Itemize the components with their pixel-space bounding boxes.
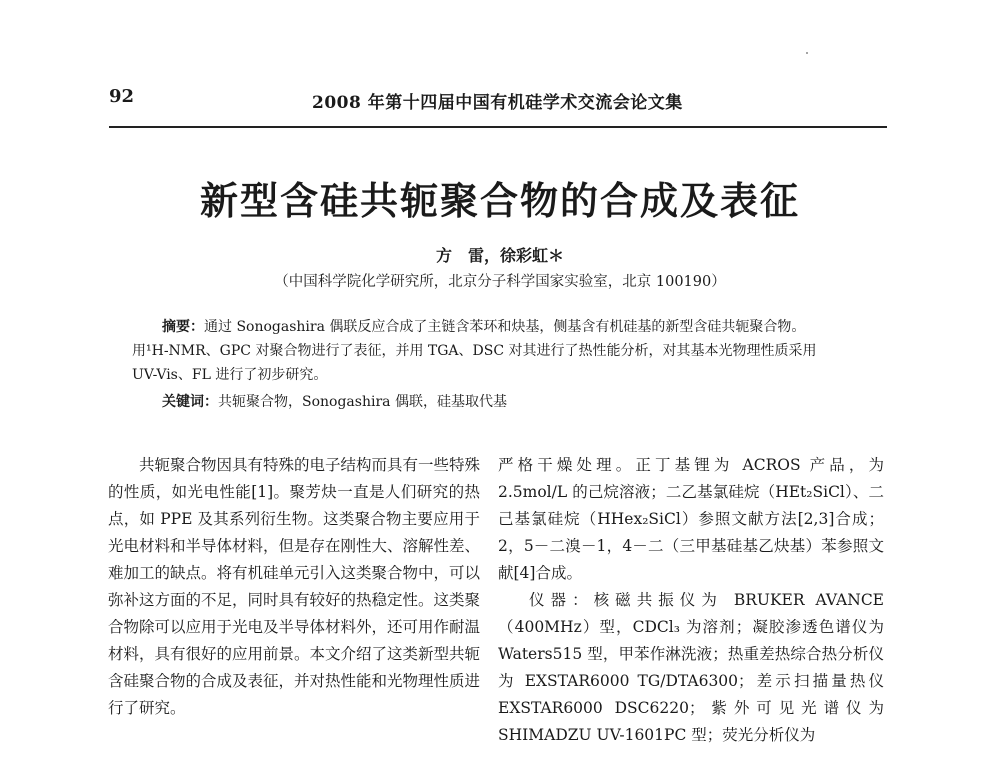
left-column bbox=[108, 452, 480, 722]
authors: 方 雷，徐彩虹＊ bbox=[435, 246, 564, 265]
instruments-paragraph: 仪器：核磁共振仪为 BRUKER AVANCE（400MHz）型，CDCl₃ 为溶剂；凝胶渗透色谱仪为 Waters515 型，甲苯作淋洗液；热重差热综合热分析仪为 EXSTAR6000 TG/DTA6300；差示扫描量热仪 EXSTAR6000 DSC6220；紫外可见光谱仪为 SHIMADZU UV-1601PC 型；荧光分析仪为 bbox=[498, 591, 884, 744]
abstract-line-1 bbox=[162, 316, 898, 338]
running-title: 2008 年第十四届中国有机硅学术交流会论文集 bbox=[312, 93, 683, 113]
page-number: 92 bbox=[109, 86, 135, 107]
right-column bbox=[498, 452, 884, 749]
abstract-line-2: 用¹H-NMR、GPC 对聚合物进行了表征，并用 TGA、DSC 对其进行了热性能分析，对其基本光物理性质采用 bbox=[132, 343, 817, 359]
abstract-text-1: 通过 Sonogashira 偶联反应合成了主链含苯环和炔基，侧基含有机硅基的新型含硅共轭聚合物。 bbox=[204, 319, 806, 335]
keywords-label: 关键词： bbox=[162, 394, 218, 410]
abstract-label: 摘要： bbox=[162, 319, 204, 335]
scan-speck bbox=[806, 52, 808, 54]
keywords-text: 共轭聚合物，Sonogashira 偶联，硅基取代基 bbox=[218, 394, 507, 410]
intro-paragraph: 共轭聚合物因具有特殊的电子结构而具有一些特殊的性质，如光电性能[1]。聚芳炔一直是人们研究的热点，如 PPE 及其系列衍生物。这类聚合物主要应用于光电材料和半导体材料，但是存在刚性大、溶解性差、难加工的缺点。将有机硅单元引入这类聚合物中，可以弥补这方面的不足，同时具有较好的热稳定性。这类聚合物除可以应用于光电及半导体材料外，还可用作耐温材料，具有很好的应用前景。本文介绍了这类新型共轭含硅聚合物的合成及表征，并对热性能和光物理性质进行了研究。 bbox=[108, 456, 481, 717]
materials-paragraph: 严格干燥处理。正丁基锂为 ACROS 产品，为 2.5mol/L 的己烷溶液；二乙基氯硅烷（HEt₂SiCl）、二己基氯硅烷（HHex₂SiCl）参照文献方法[2,3]合成；2，5－二溴－1，4－二（三甲基硅基乙炔基）苯参照文献[4]合成。 bbox=[498, 456, 884, 582]
affiliation: （中国科学院化学研究所，北京分子科学国家实验室，北京 100190） bbox=[274, 274, 726, 290]
paper-title: 新型含硅共轭聚合物的合成及表征 bbox=[199, 178, 800, 223]
abstract-line-3: UV-Vis、FL 进行了初步研究。 bbox=[132, 367, 328, 383]
keywords bbox=[162, 391, 898, 413]
header-rule bbox=[109, 126, 887, 128]
